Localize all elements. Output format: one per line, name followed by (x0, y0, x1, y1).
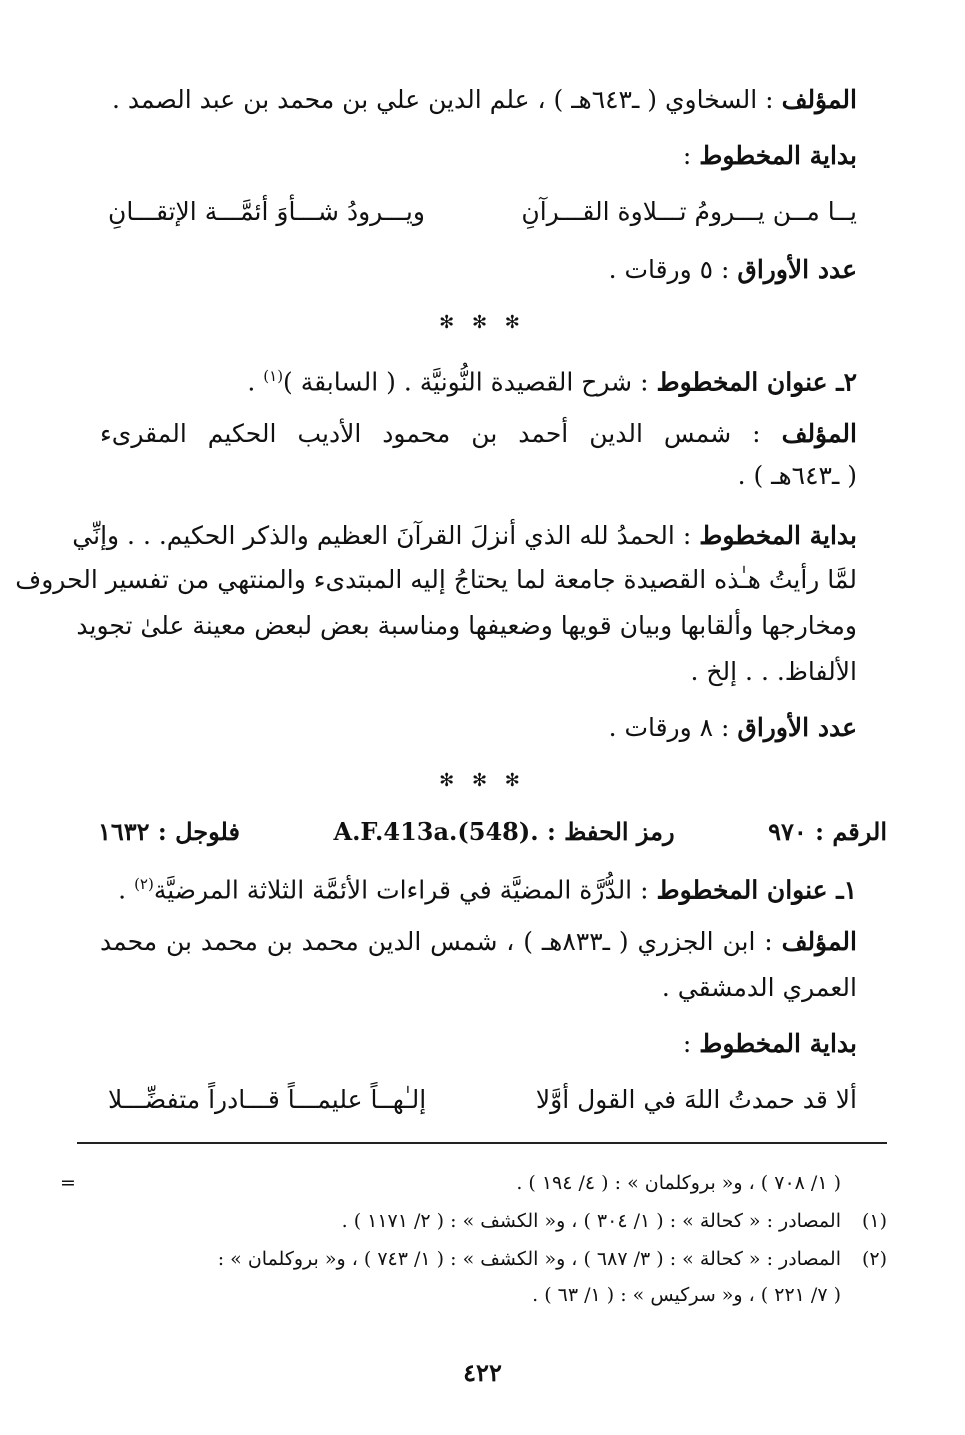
author-line (100, 414, 857, 454)
title-end: . (247, 367, 264, 397)
footnote-rule (77, 1142, 887, 1144)
verse-hemistich-right: ألا قد حمدتُ اللهَ في القول أوَّلا (535, 1085, 857, 1114)
beginning-label: بداية المخطوط (699, 521, 857, 550)
shelf-label: رمز الحفظ : (546, 817, 675, 846)
author-text: : ابن الجزري ( ـ٨٣٣هـ ) ، شمس الدين محمد بن محمد بن محمد (100, 927, 782, 956)
footnote-ref: (١) (263, 367, 284, 385)
shelf-value: A.F.413a.(548). (333, 817, 539, 846)
title-line (100, 864, 857, 910)
footnote-2-line-2 (60, 1280, 887, 1310)
title-label: ٢ـ عنوان المخطوط (656, 367, 857, 397)
folios-text: : ٨ ورقات . (608, 713, 738, 742)
verse-hemistich-right: يــا مــن يـــرومُ تـــلاوة القـــرآنِ (521, 197, 857, 226)
author-label: المؤلف (781, 927, 857, 956)
verse-line (108, 192, 857, 232)
flugel-number: فلوجل : ١٦٣٢ (98, 817, 240, 846)
footnote-continuation (60, 1168, 887, 1198)
record-meta-line (98, 812, 887, 852)
page-number: ٤٢٢ (463, 1358, 502, 1387)
footnote-1 (60, 1206, 887, 1236)
beginning-line-3: ومخارجها وألقابها وبيان قويها وضعيفها ومناسبة بعض لبعض معينة علىٰ تجويد (76, 611, 857, 640)
verse-hemistich-left: ويـــرودُ شـــأوَ أئمَّـــة الإتقـــانِ (108, 197, 425, 226)
beginning-line-2: لمَّا رأيتُ هـٰذه القصيدة جامعة لما يحتاجُ إليه المبتدىء والمنتهي من تفسير الحروف (15, 565, 857, 594)
author-line-2: ( ـ٦٤٣هـ ) . (737, 461, 857, 490)
shelf-mark (333, 812, 674, 852)
folios-text: : ٥ ورقات . (608, 255, 738, 284)
beginning-label: بداية المخطوط (699, 1029, 857, 1058)
verse-hemistich-left: إلـٰهــاً عليمـــاً قـــادراً متفضِّـــلا (108, 1085, 427, 1114)
footnote-continuation-text: ( ١/ ٧٠٨ ) ، و« بروكلمان » : ( ٤/ ١٩٤ ) . (516, 1172, 841, 1194)
beginning-heading (100, 1024, 857, 1064)
footnote-2-number: (٢) (861, 1248, 887, 1270)
folios-line (100, 250, 857, 290)
footnote-1-number: (١) (861, 1210, 887, 1232)
beginning-colon: : (682, 141, 700, 170)
section-separator: ✻ ✻ ✻ (439, 312, 526, 333)
folios-line (100, 708, 857, 748)
beginning-colon: : (682, 1029, 700, 1058)
title-text: : الدُّرَّة المضيَّة في قراءات الأئمَّة الثلاثة المرضيَّة (153, 875, 657, 905)
author-line (100, 922, 857, 962)
title-text: : شرح القصيدة النُّونيَّة . ( السابقة ) (283, 367, 657, 397)
title-line (100, 356, 857, 402)
beginning-line-4: الألفاظ. . . إلخ . (690, 657, 857, 686)
footnote-2-text-2: ( ٧/ ٢٢١ ) ، و« سركيس » : ( ١/ ٦٣ ) . (532, 1284, 841, 1306)
beginning-heading (100, 136, 857, 176)
footnote-2-text: المصادر : « كحالة » : ( ٣/ ٦٨٧ ) ، و« الكشف » : ( ١/ ٧٤٣ ) ، و« بروكلمان » : (217, 1248, 841, 1270)
beginning-line-1 (72, 516, 857, 556)
section-separator: ✻ ✻ ✻ (439, 770, 526, 791)
folios-label: عدد الأوراق (737, 255, 857, 284)
beginning-label: بداية المخطوط (699, 141, 857, 170)
author-line (100, 80, 857, 120)
folios-label: عدد الأوراق (737, 713, 857, 742)
footnote-2 (60, 1244, 887, 1274)
author-line-2: العمري الدمشقي . (661, 973, 857, 1002)
author-text: : السخاوي ( ـ٦٤٣هـ ) ، علم الدين علي بن محمد بن عبد الصمد . (111, 85, 782, 114)
verse-line (108, 1080, 857, 1120)
footnote-ref: (٢) (134, 875, 154, 893)
title-end: . (118, 875, 135, 905)
author-label: المؤلف (781, 85, 857, 114)
continuation-mark: = (60, 1172, 76, 1194)
author-text: : شمس الدين أحمد بن محمود الأديب الحكيم المقرىء (100, 419, 782, 448)
beginning-text: : الحمدُ لله الذي أنزلَ القرآنَ العظيم والذكر الحكيم. . . وإنِّي (72, 521, 700, 550)
record-number: الرقم : ٩٧٠ (768, 817, 887, 846)
footnote-1-text: المصادر : « كحالة » : ( ١/ ٣٠٤ ) ، و« الكشف » : ( ٢/ ١١٧١ ) . (341, 1210, 841, 1232)
title-label: ١ـ عنوان المخطوط (656, 875, 857, 905)
author-label: المؤلف (781, 419, 857, 448)
